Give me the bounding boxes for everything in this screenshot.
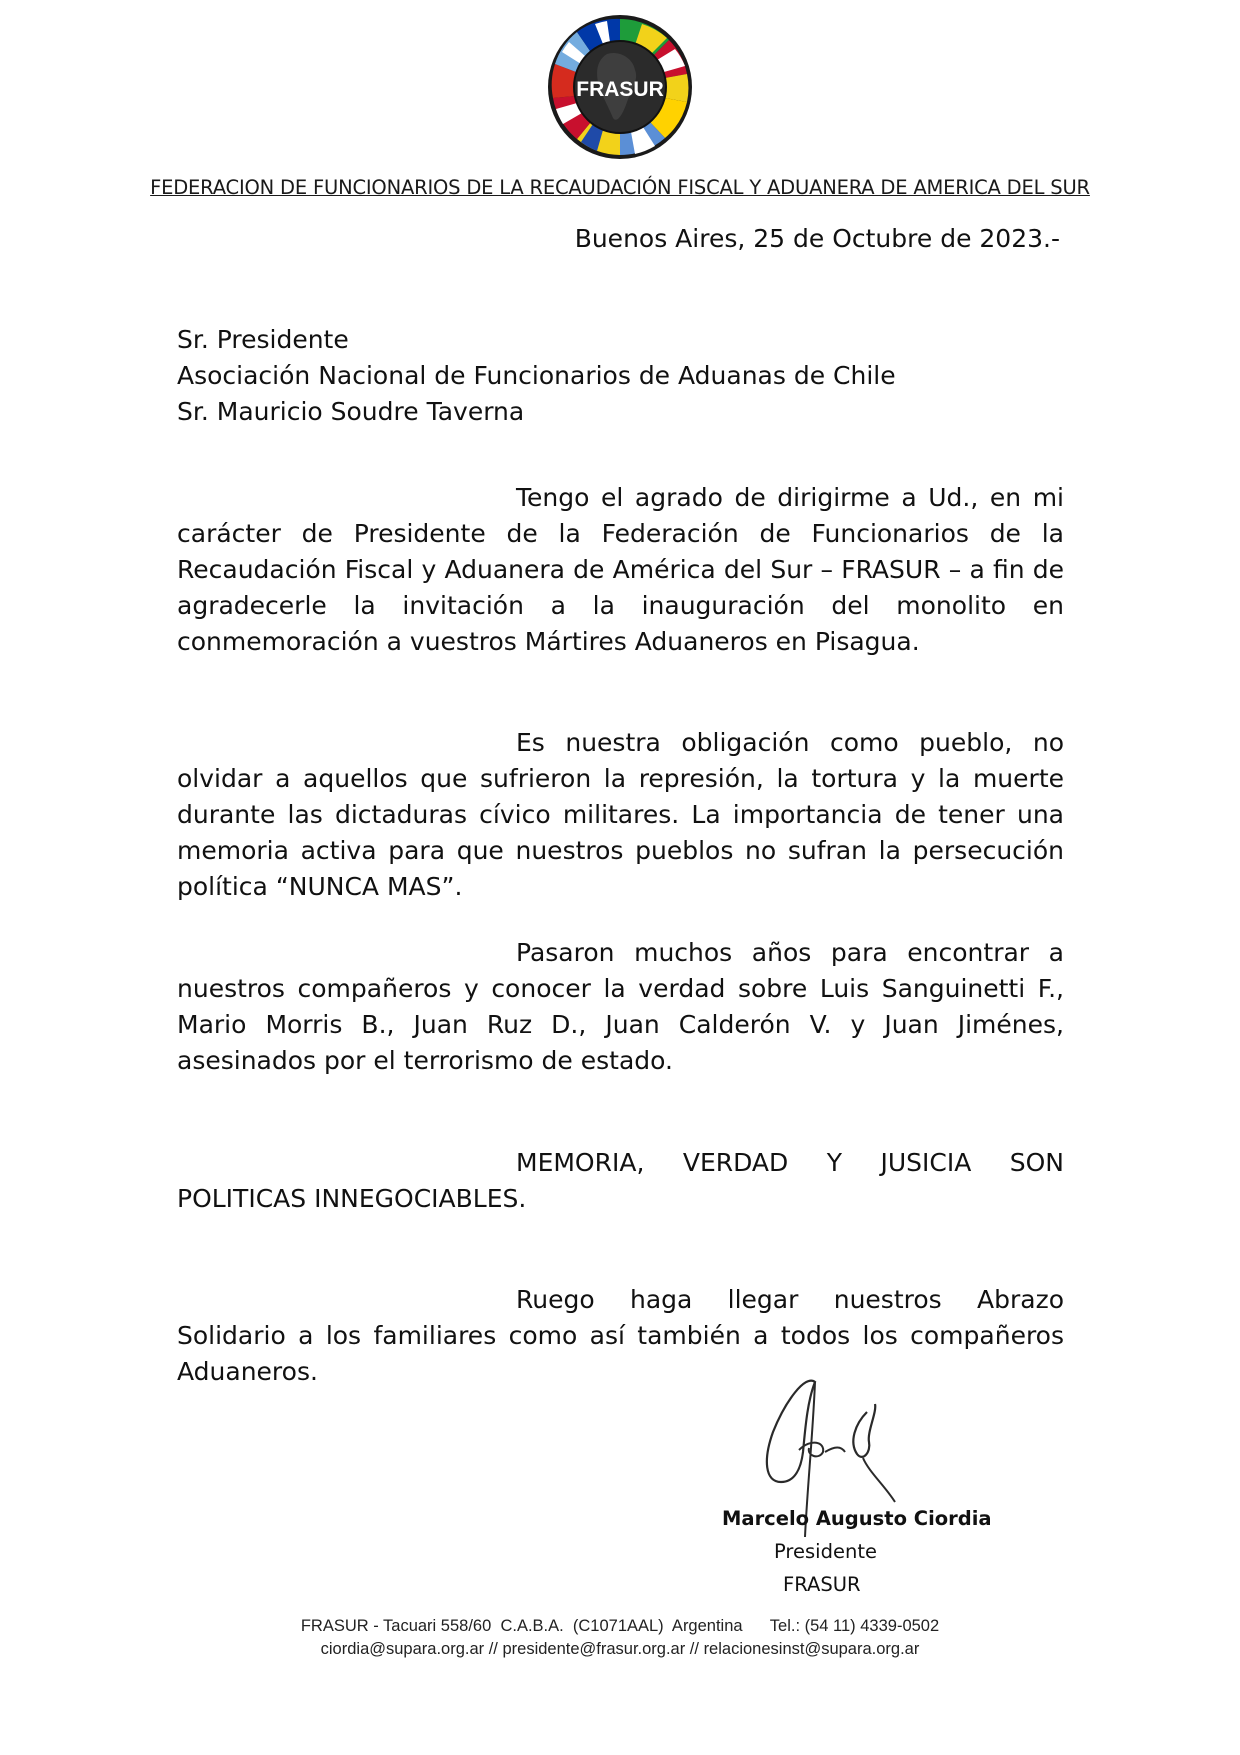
signer-organization: FRASUR <box>783 1573 861 1596</box>
frasur-logo <box>547 14 693 160</box>
paragraph <box>177 935 1064 1079</box>
signer-role: Presidente <box>774 1540 877 1563</box>
recipient-line: Sr. Presidente <box>177 325 349 354</box>
letter-date: Buenos Aires, 25 de Octubre de 2023.- <box>574 224 1060 253</box>
organization-title: FEDERACION DE FUNCIONARIOS DE LA RECAUDACIÓN FISCAL Y ADUANERA DE AMERICA DEL SUR <box>150 176 1090 199</box>
logo-text: FRASUR <box>576 78 664 101</box>
footer-address <box>120 1617 1120 1636</box>
footer-address-text: FRASUR - Tacuari 558/60 C.A.B.A. (C1071AAL) Argentina Tel.: (54 11) 4339-0502 <box>300 1617 940 1635</box>
paragraph-text: Ruego haga llegar nuestros Abrazo Solidario a los familiares como así también a todos los compañeros Aduaneros. <box>177 1285 1064 1386</box>
paragraph <box>177 1282 1064 1390</box>
paragraph <box>177 480 1064 660</box>
paragraph <box>177 725 1064 905</box>
signer-name: Marcelo Augusto Ciordia <box>722 1507 992 1530</box>
paragraph-text: MEMORIA, VERDAD Y JUSICIA SON POLITICAS INNEGOCIABLES. <box>177 1148 1064 1213</box>
paragraph-text: Tengo el agrado de dirigirme a Ud., en mi carácter de Presidente de la Federación de Funcionarios de la Recaudación Fiscal y Aduanera de América del Sur – FRASUR – a fin de agradecerle la invitación a la inauguración del monolito en conmemoración a vuestros Mártires Aduaneros en Pisagua. <box>177 483 1064 656</box>
paragraph-text: Pasaron muchos años para encontrar a nuestros compañeros y conocer la verdad sobre Luis Sanguinetti F., Mario Morris B., Juan Ruz D., Juan Calderón V. y Juan Jiménes, asesinados por el terrorismo de estado. <box>177 938 1064 1075</box>
recipient-block <box>177 322 1064 430</box>
paragraph <box>177 1145 1064 1217</box>
paragraph-text: Es nuestra obligación como pueblo, no olvidar a aquellos que sufrieron la represión, la tortura y la muerte durante las dictaduras cívico militares. La importancia de tener una memoria activa para que nuestros pueblos no sufran la persecución política “NUNCA MAS”. <box>177 728 1064 901</box>
footer-emails: ciordia@supara.org.ar // presidente@frasur.org.ar // relacionesinst@supara.org.ar <box>320 1640 920 1658</box>
recipient-line: Asociación Nacional de Funcionarios de Aduanas de Chile <box>177 361 896 390</box>
recipient-line: Sr. Mauricio Soudre Taverna <box>177 397 525 426</box>
